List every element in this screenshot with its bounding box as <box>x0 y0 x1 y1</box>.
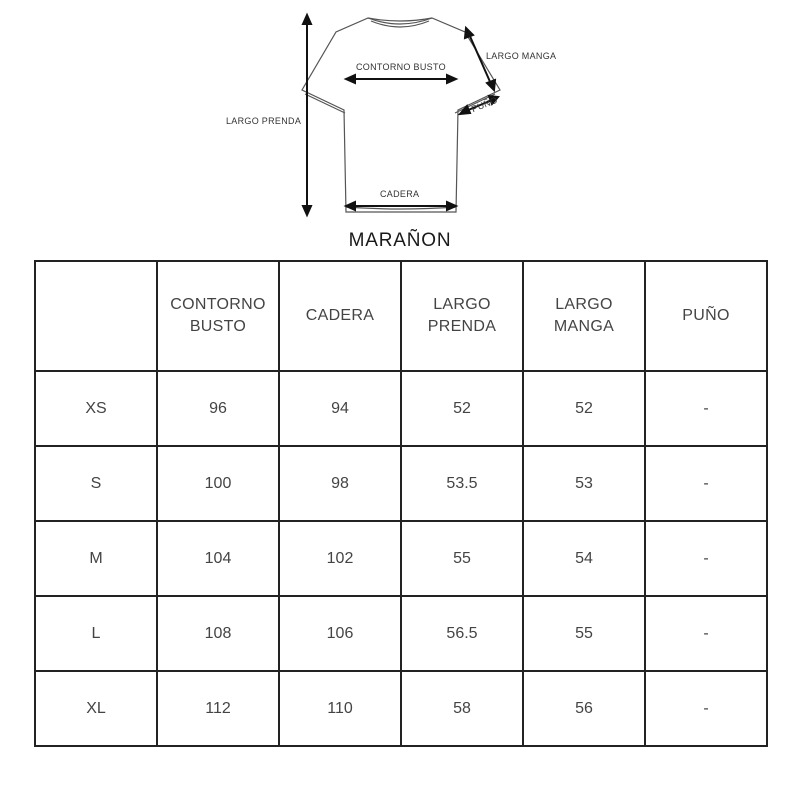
cell-cadera: 98 <box>279 446 401 521</box>
label-largo-prenda: LARGO PRENDA <box>226 116 302 126</box>
cell-contorno-busto: 104 <box>157 521 279 596</box>
size-table <box>34 260 768 747</box>
cell-puno: - <box>645 596 767 671</box>
table-row <box>35 671 767 746</box>
cell-puno: - <box>645 446 767 521</box>
cell-puno: - <box>645 521 767 596</box>
cell-largo-manga: 53 <box>523 446 645 521</box>
label-largo-manga: LARGO MANGA <box>486 51 557 61</box>
cell-largo-prenda: 53.5 <box>401 446 523 521</box>
cell-contorno-busto: 112 <box>157 671 279 746</box>
table-row <box>35 596 767 671</box>
label-contorno-busto: CONTORNO BUSTO <box>356 62 446 72</box>
label-cadera: CADERA <box>380 189 420 199</box>
table-row <box>35 371 767 446</box>
garment-diagram <box>0 0 800 225</box>
label-puno: PUÑO <box>470 94 499 115</box>
page-title: MARAÑON <box>348 230 452 251</box>
size-label: XS <box>35 371 157 446</box>
cell-contorno-busto: 100 <box>157 446 279 521</box>
cell-largo-manga: 56 <box>523 671 645 746</box>
cell-largo-manga: 52 <box>523 371 645 446</box>
cell-puno: - <box>645 371 767 446</box>
cell-contorno-busto: 108 <box>157 596 279 671</box>
cell-cadera: 110 <box>279 671 401 746</box>
header-puno: PUÑO <box>645 261 767 371</box>
cell-largo-prenda: 58 <box>401 671 523 746</box>
table-row <box>35 521 767 596</box>
size-label: S <box>35 446 157 521</box>
header-largo-manga: LARGO MANGA <box>523 261 645 371</box>
cell-largo-manga: 55 <box>523 596 645 671</box>
table-header-row <box>35 261 767 371</box>
header-contorno-busto: CONTORNO BUSTO <box>157 261 279 371</box>
tshirt-outline <box>302 18 500 212</box>
cell-cadera: 106 <box>279 596 401 671</box>
cell-largo-manga: 54 <box>523 521 645 596</box>
cell-cadera: 102 <box>279 521 401 596</box>
header-empty <box>35 261 157 371</box>
cell-largo-prenda: 55 <box>401 521 523 596</box>
cell-puno: - <box>645 671 767 746</box>
table-row <box>35 446 767 521</box>
cell-contorno-busto: 96 <box>157 371 279 446</box>
measurement-arrows <box>303 15 498 215</box>
header-largo-prenda: LARGO PRENDA <box>401 261 523 371</box>
size-label: M <box>35 521 157 596</box>
cell-largo-prenda: 56.5 <box>401 596 523 671</box>
cell-cadera: 94 <box>279 371 401 446</box>
size-label: L <box>35 596 157 671</box>
header-cadera: CADERA <box>279 261 401 371</box>
size-label: XL <box>35 671 157 746</box>
cell-largo-prenda: 52 <box>401 371 523 446</box>
